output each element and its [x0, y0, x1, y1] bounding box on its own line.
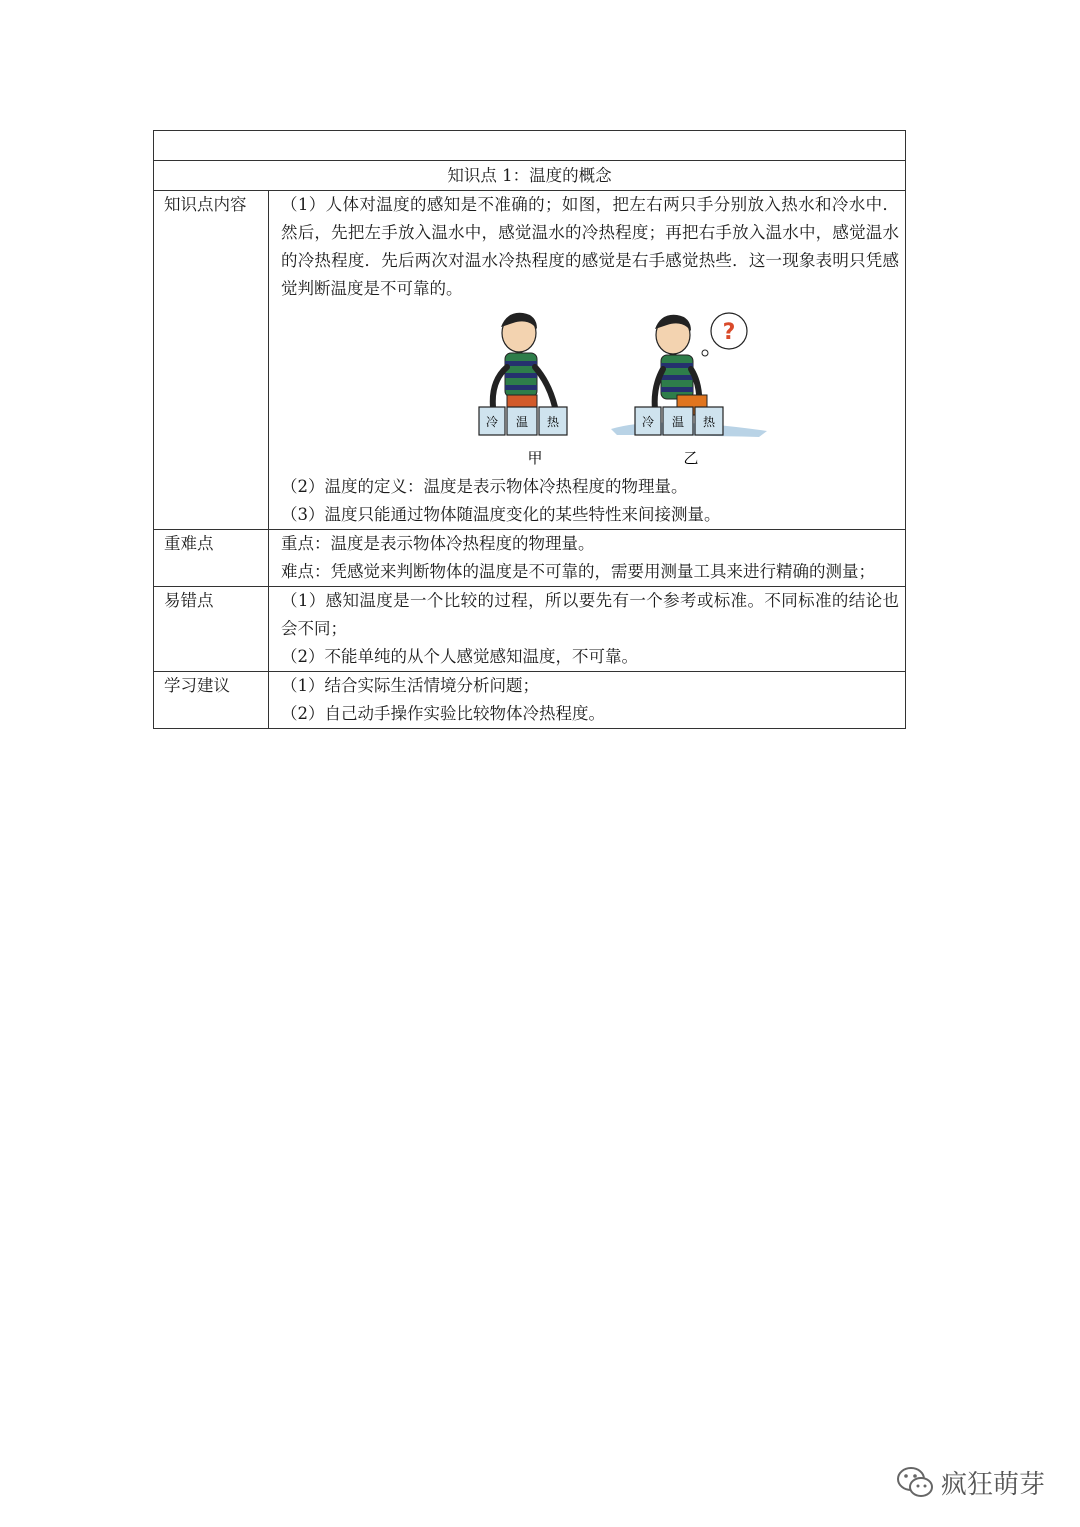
question-mark-icon: ?: [722, 320, 736, 345]
knowledge-table: [153, 130, 906, 729]
cup-label-hot-right: 热: [702, 415, 716, 429]
row-label-content: 知识点内容: [154, 191, 269, 530]
row-label-key-points: 重难点: [154, 530, 269, 587]
error-line-2: （2）不能单纯的从个人感觉感知温度，不可靠。: [281, 647, 638, 666]
key-point-line: 重点：温度是表示物体冷热程度的物理量。: [281, 534, 595, 553]
cup-label-cold-right: 冷: [641, 415, 655, 429]
cup-label-cold-left: 冷: [485, 415, 499, 429]
table-blank-row: [154, 131, 906, 161]
row-label-common-errors: 易错点: [154, 587, 269, 672]
error-line-1: （1）感知温度是一个比较的过程，所以要先有一个参考或标准。不同标准的结论也会不同；: [281, 591, 899, 638]
content-paragraph-3: （3）温度只能通过物体随温度变化的某些特性来间接测量。: [281, 505, 721, 524]
caption-left: 甲: [527, 449, 543, 467]
temperature-illustration: [281, 303, 899, 473]
table-title-row: [154, 161, 906, 191]
cups-right: [635, 407, 723, 435]
cups-left: [479, 407, 567, 435]
boy-right-illustration: [655, 315, 707, 415]
table-row-study-advice: [154, 672, 906, 729]
watermark: [895, 1462, 1045, 1502]
table-row-key-points: [154, 530, 906, 587]
thought-bubble: [702, 313, 747, 356]
table-row-content: [154, 191, 906, 530]
difficult-point-line: 难点：凭感觉来判断物体的温度是不可靠的，需要用测量工具来进行精确的测量；: [281, 562, 875, 581]
content-paragraph-1: （1）人体对温度的感知是不准确的；如图，把左右两只手分别放入热水和冷水中．然后，先把左手放入温水中，感觉温水的冷热程度；再把右手放入温水中，感觉温水的冷热程度．先后两次对温水冷热程度的感觉是右手感觉热些．这一现象表明只凭感觉判断温度是不可靠的。: [281, 195, 899, 298]
cup-label-hot-left: 热: [546, 415, 560, 429]
row-label-study-advice: 学习建议: [154, 672, 269, 729]
cup-label-warm-right: 温: [671, 415, 685, 429]
wechat-icon: [895, 1462, 935, 1502]
table-title: 知识点 1：温度的概念: [154, 161, 906, 191]
watermark-text: 疯狂萌芽: [941, 1469, 1046, 1500]
cup-label-warm-left: 温: [515, 415, 529, 429]
advice-line-1: （1）结合实际生活情境分析问题；: [281, 676, 539, 695]
boy-left-illustration: [493, 313, 555, 413]
content-paragraph-2: （2）温度的定义：温度是表示物体冷热程度的物理量。: [281, 477, 688, 496]
advice-line-2: （2）自己动手操作实验比较物体冷热程度。: [281, 704, 605, 723]
caption-right: 乙: [683, 449, 699, 467]
hand-in-water-figure: [477, 311, 777, 473]
table-row-common-errors: [154, 587, 906, 672]
